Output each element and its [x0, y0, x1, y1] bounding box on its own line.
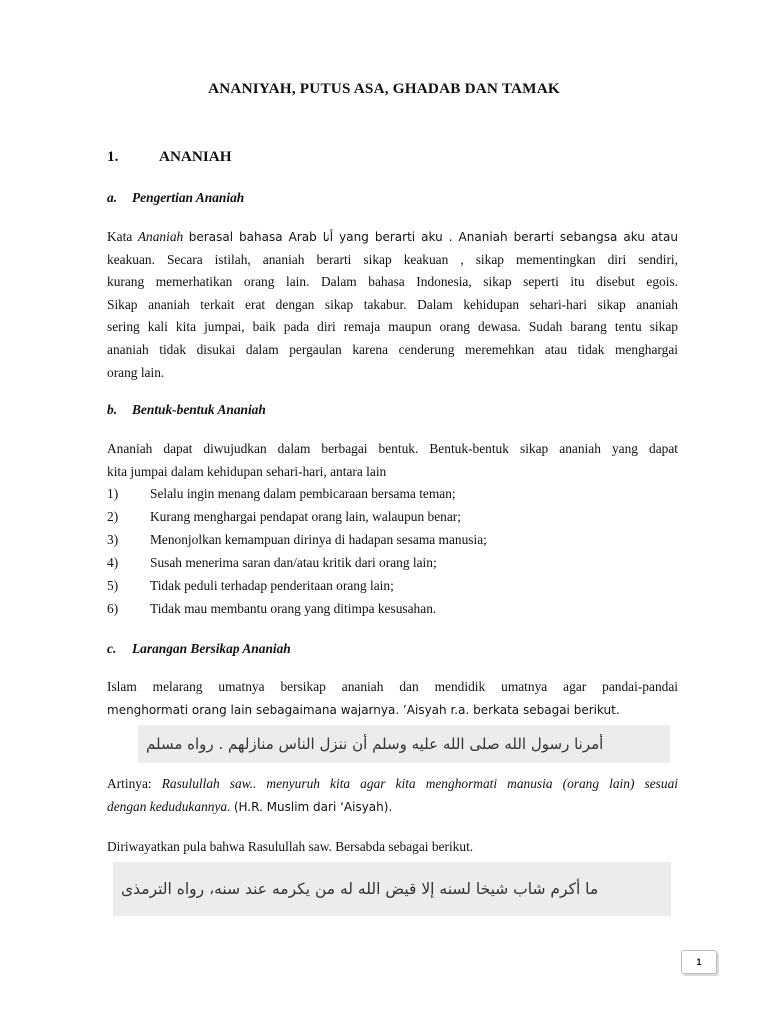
list-number: 6): [107, 601, 119, 616]
para-line: keakuan. Secara istilah, ananiah berarti sikap keakuan , sikap mementingkan diri sendiri,: [107, 251, 678, 267]
subheading-a: [107, 190, 244, 206]
subheading-letter: b.: [107, 402, 118, 417]
list-item: [107, 528, 678, 551]
para-line: sering kali kita jumpai, baik pada diri remaja maupun orang dewasa. Sudah barang tentu sikap: [107, 319, 678, 335]
hadith-text: ما أكرم شاب شيخا لسنه إلا قيض الله له من يكرمه عند سنه، رواه الترمذى: [121, 880, 599, 898]
para-line: Sikap ananiah terkait erat dengan sikap takabur. Dalam kehidupan sehari-hari sikap ananiah: [107, 296, 678, 312]
artinya-label: Artinya:: [107, 776, 162, 791]
list-text: Susah menerima saran dan/atau kritik dari orang lain;: [150, 555, 437, 570]
list-item: [107, 551, 678, 574]
para-line: Diriwayatkan pula bahwa Rasulullah saw. Bersabda sebagai berikut.: [107, 839, 474, 854]
paragraph-larangan: [107, 676, 678, 721]
list-item: [107, 597, 678, 620]
para-line: Islam melarang umatnya bersikap ananiah dan mendidik umatnya agar pandai-pandai: [107, 679, 678, 694]
hadith-text: أمرنا رسول الله صلى الله عليه وسلم أن ننزل الناس منازلهم . رواه مسلم: [146, 735, 604, 753]
list-text: Tidak peduli terhadap penderitaan orang lain;: [150, 578, 394, 593]
para-line: Ananiah dapat diwujudkan dalam berbagai bentuk. Bentuk-bentuk sikap ananiah yang dapat: [107, 441, 678, 456]
paragraph-pengertian: [107, 226, 678, 384]
para-line: kita jumpai dalam kehidupan sehari-hari, antara lain: [107, 463, 387, 479]
subheading-b: [107, 402, 266, 418]
para-line: menghormati orang lain sebagaimana wajarnya. ’Aisyah r.a. berkata sebagai berikut.: [107, 702, 620, 717]
list-item: [107, 482, 678, 505]
page-number: 1: [681, 950, 717, 974]
artinya-text: Rasulullah saw.. menyuruh kita agar kita menghormati manusia (orang lain) sesuai: [161, 776, 678, 791]
paragraph-diriwayatkan: [107, 836, 678, 859]
list-number: 4): [107, 555, 119, 570]
hadith-tirmidzi: [113, 862, 671, 916]
para-line: [107, 773, 678, 796]
section-title: ANANIAH: [159, 148, 232, 165]
section-number: 1.: [107, 148, 119, 165]
hadith-aisyah: [138, 725, 670, 763]
section-heading: [107, 148, 232, 166]
list-number: 3): [107, 532, 119, 547]
list-text: Menonjolkan kemampuan dirinya di hadapan sesama manusia;: [150, 532, 487, 547]
subheading-title: Pengertian Ananiah: [132, 190, 245, 205]
subheading-title: Larangan Bersikap Ananiah: [132, 641, 291, 656]
list-item: [107, 574, 678, 597]
paragraph-bentuk: [107, 438, 678, 483]
list-number: 2): [107, 509, 119, 524]
hadith-source: (H.R. Muslim dari ‘Aisyah).: [233, 799, 393, 814]
list-number: 1): [107, 486, 119, 501]
bentuk-list: [107, 482, 678, 620]
paragraph-artinya: [107, 773, 678, 818]
para-line: orang lain.: [107, 364, 165, 380]
document-title: ANANIYAH, PUTUS ASA, GHADAB DAN TAMAK: [208, 80, 560, 97]
list-item: [107, 505, 678, 528]
para-line: ananiah tidak disukai dalam pergaulan karena cenderung meremehkan atau tidak menghargai: [107, 341, 678, 357]
list-text: Selalu ingin menang dalam pembicaraan bersama teman;: [150, 486, 456, 501]
para-line: [107, 796, 678, 819]
para-line: Kata Ananiah berasal bahasa Arab أنا yang berarti aku . Ananiah berarti sebangsa aku atau: [107, 229, 678, 244]
subheading-c: [107, 641, 291, 657]
para-line: kurang memerhatikan orang lain. Dalam bahasa Indonesia, sikap seperti itu disebut egois.: [107, 274, 678, 290]
list-number: 5): [107, 578, 119, 593]
subheading-title: Bentuk-bentuk Ananiah: [132, 402, 266, 417]
artinya-text: dengan kedudukannya.: [107, 798, 231, 814]
subheading-letter: c.: [107, 641, 117, 656]
list-text: Kurang menghargai pendapat orang lain, walaupun benar;: [150, 509, 461, 524]
subheading-letter: a.: [107, 190, 118, 205]
list-text: Tidak mau membantu orang yang ditimpa kesusahan.: [150, 601, 437, 616]
